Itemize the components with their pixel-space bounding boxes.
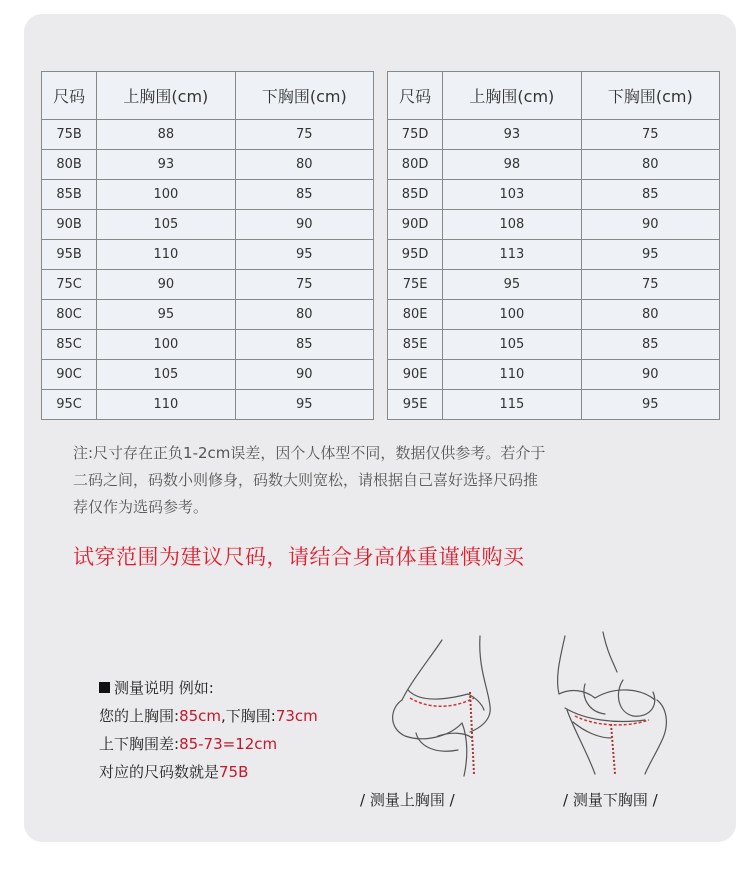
upper-bust-cell: 110 [97, 240, 235, 270]
under-bust-cell: 95 [235, 390, 373, 420]
size-cell: 80B [42, 150, 97, 180]
upper-bust-cell: 108 [443, 210, 581, 240]
under-bust-cell: 80 [235, 150, 373, 180]
note-line: 注:尺寸存在正负1-2cm误差，因个人体型不同，数据仅供参考。若介于 [73, 444, 546, 462]
table-row [42, 150, 374, 180]
table-row [42, 390, 374, 420]
table-row [42, 180, 374, 210]
size-cell: 90E [388, 360, 443, 390]
under-bust-cell: 95 [581, 390, 719, 420]
table-row [388, 210, 720, 240]
size-note [73, 440, 633, 521]
diff-label: 上下胸围差: [99, 735, 180, 753]
size-cell: 75E [388, 270, 443, 300]
table-row [42, 270, 374, 300]
fit-warning: 试穿范围为建议尺码，请结合身高体重谨慎购买 [73, 545, 525, 569]
size-cell: 85B [42, 180, 97, 210]
size-cell: 95C [42, 390, 97, 420]
upper-bust-cell: 115 [443, 390, 581, 420]
upper-bust-cell: 105 [443, 330, 581, 360]
size-cell: 80D [388, 150, 443, 180]
measure-instructions [99, 674, 318, 786]
under-bust-cell: 85 [581, 330, 719, 360]
size-cell: 90C [42, 360, 97, 390]
upper-bust-cell: 100 [443, 300, 581, 330]
lower-label: ,下胸围: [221, 707, 276, 725]
header-under-bust: 下胸围(cm) [581, 72, 719, 120]
size-cell: 95B [42, 240, 97, 270]
under-bust-cell: 90 [235, 360, 373, 390]
upper-bust-cell: 100 [97, 180, 235, 210]
table-row [388, 330, 720, 360]
square-bullet-icon [99, 682, 110, 693]
upper-bust-cell: 90 [97, 270, 235, 300]
under-bust-cell: 90 [581, 360, 719, 390]
upper-bust-cell: 105 [97, 360, 235, 390]
table-row [388, 120, 720, 150]
size-value: 75B [219, 763, 249, 781]
under-bust-cell: 75 [235, 270, 373, 300]
table-row [388, 390, 720, 420]
upper-bust-cell: 93 [97, 150, 235, 180]
header-upper-bust: 上胸围(cm) [97, 72, 235, 120]
upper-bust-cell: 93 [443, 120, 581, 150]
header-upper-bust: 上胸围(cm) [443, 72, 581, 120]
under-bust-cell: 90 [235, 210, 373, 240]
upper-label: 您的上胸围: [99, 707, 180, 725]
size-cell: 75B [42, 120, 97, 150]
upper-bust-cell: 88 [97, 120, 235, 150]
measure-example-line [99, 702, 318, 730]
lower-value: 73cm [275, 707, 318, 725]
header-size: 尺码 [42, 72, 97, 120]
under-bust-cell: 85 [235, 330, 373, 360]
under-bust-caption: / 测量下胸围 / [563, 791, 658, 809]
header-under-bust: 下胸围(cm) [235, 72, 373, 120]
table-row [388, 180, 720, 210]
table-row [388, 270, 720, 300]
size-cell: 95E [388, 390, 443, 420]
size-cell: 75D [388, 120, 443, 150]
upper-value: 85cm [179, 707, 222, 725]
under-bust-cell: 90 [581, 210, 719, 240]
upper-bust-figure-illustration [350, 628, 520, 778]
size-cell: 85D [388, 180, 443, 210]
under-bust-cell: 80 [235, 300, 373, 330]
table-row [388, 360, 720, 390]
upper-bust-cell: 110 [97, 390, 235, 420]
size-label: 对应的尺码数就是 [99, 763, 220, 781]
under-bust-cell: 75 [581, 120, 719, 150]
upper-bust-cell: 95 [443, 270, 581, 300]
upper-bust-caption: / 测量上胸围 / [360, 791, 455, 809]
table-row [388, 300, 720, 330]
size-cell: 90D [388, 210, 443, 240]
under-bust-cell: 75 [235, 120, 373, 150]
header-size: 尺码 [388, 72, 443, 120]
under-bust-figure-illustration [545, 628, 685, 778]
upper-bust-cell: 105 [97, 210, 235, 240]
under-bust-cell: 80 [581, 300, 719, 330]
diff-value: 85-73=12cm [179, 735, 278, 753]
size-cell: 80C [42, 300, 97, 330]
table-header-row [42, 72, 374, 120]
measure-diff-line [99, 730, 318, 758]
under-bust-cell: 75 [581, 270, 719, 300]
note-line: 二码之间，码数小则修身，码数大则宽松，请根据自己喜好选择尺码推 [73, 471, 539, 489]
upper-bust-cell: 100 [97, 330, 235, 360]
size-cell: 85C [42, 330, 97, 360]
measure-title-text: 测量说明 例如: [114, 679, 214, 697]
size-cell: 85E [388, 330, 443, 360]
upper-bust-cell: 110 [443, 360, 581, 390]
upper-bust-cell: 113 [443, 240, 581, 270]
table-row [42, 330, 374, 360]
upper-bust-cell: 95 [97, 300, 235, 330]
size-cell: 90B [42, 210, 97, 240]
table-row [42, 120, 374, 150]
under-bust-cell: 85 [235, 180, 373, 210]
table-row [42, 240, 374, 270]
table-row [42, 210, 374, 240]
under-bust-cell: 80 [581, 150, 719, 180]
size-table-right [387, 71, 720, 420]
measure-title [99, 674, 318, 702]
table-row [388, 150, 720, 180]
upper-bust-cell: 98 [443, 150, 581, 180]
size-table-left [41, 71, 374, 420]
size-cell: 95D [388, 240, 443, 270]
measure-size-line [99, 758, 318, 786]
table-row [388, 240, 720, 270]
table-row [42, 360, 374, 390]
table-header-row [388, 72, 720, 120]
size-cell: 80E [388, 300, 443, 330]
size-cell: 75C [42, 270, 97, 300]
under-bust-cell: 95 [581, 240, 719, 270]
note-line: 荐仅作为选码参考。 [73, 498, 209, 516]
table-row [42, 300, 374, 330]
upper-bust-cell: 103 [443, 180, 581, 210]
under-bust-cell: 85 [581, 180, 719, 210]
under-bust-cell: 95 [235, 240, 373, 270]
